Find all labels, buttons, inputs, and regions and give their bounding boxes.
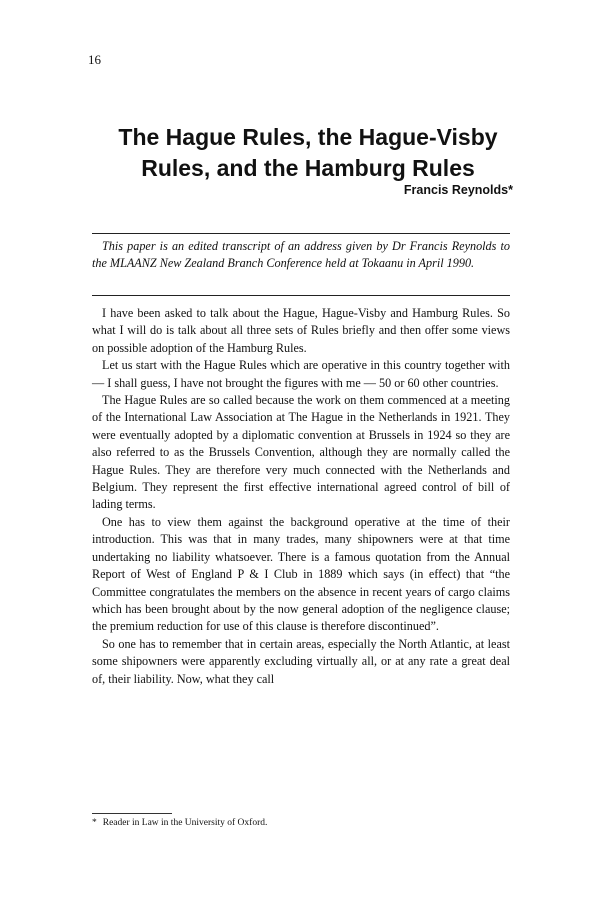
footnote bbox=[92, 818, 267, 828]
body-paragraph-3: The Hague Rules are so called because the work on them commenced at a meeting of the International Law Association at The Hague in the Netherlands in 1921. They were eventually adopted by a diplomatic convention at Brussels in 1924 so they are also referred to as the Brussels Convention, although they are normally called the Hague Rules. They are therefore very much connected with the Netherlands and Belgium. They represent the first effective international agreed control of bill of lading terms. bbox=[92, 393, 510, 512]
abstract-bottom-divider bbox=[92, 295, 510, 296]
body-paragraph-5: So one has to remember that in certain areas, especially the North Atlantic, at least some shipowners were apparently excluding virtually all, or at any rate a great deal of, their liability. Now, what they call bbox=[92, 636, 510, 686]
article-author: Francis Reynolds* bbox=[403, 183, 513, 197]
footnote-mark: * bbox=[92, 818, 97, 828]
body-paragraph-4: One has to view them against the background operative at the time of their introduction. This was that in many trades, many shipowners were at that time undertaking no liability whatsoever. There is a famous quotation from the Annual Report of West of England P & I Club in 1889 which says (in effect) that “the Committee congratulates the members on the absence in recent years of cargo claims which has been brought about by the now general adoption of the negligence clause; the premium reduction for use of this clause is therefore discontinued”. bbox=[92, 514, 510, 634]
page-number: 16 bbox=[88, 52, 101, 67]
article-body bbox=[92, 305, 510, 688]
footnote-divider bbox=[92, 813, 172, 814]
abstract-top-divider bbox=[92, 233, 510, 234]
footnote-text: Reader in Law in the University of Oxford. bbox=[102, 818, 268, 828]
article-title: The Hague Rules, the Hague-Visby Rules, and the Hamburg Rules bbox=[118, 124, 498, 181]
article-abstract: This paper is an edited transcript of an address given by Dr Francis Reynolds to the MLAANZ New Zealand Branch Conference held at Tokaanu in April 1990. bbox=[92, 239, 510, 271]
body-paragraph-2: Let us start with the Hague Rules which are operative in this country together with — I shall guess, I have not brought the figures with me — 50 or 60 other countries. bbox=[92, 358, 510, 390]
body-paragraph-1: I have been asked to talk about the Hague, Hague-Visby and Hamburg Rules. So what I will do is talk about all three sets of Rules briefly and then offer some views on possible adoption of the Hamburg Rules. bbox=[92, 306, 510, 355]
